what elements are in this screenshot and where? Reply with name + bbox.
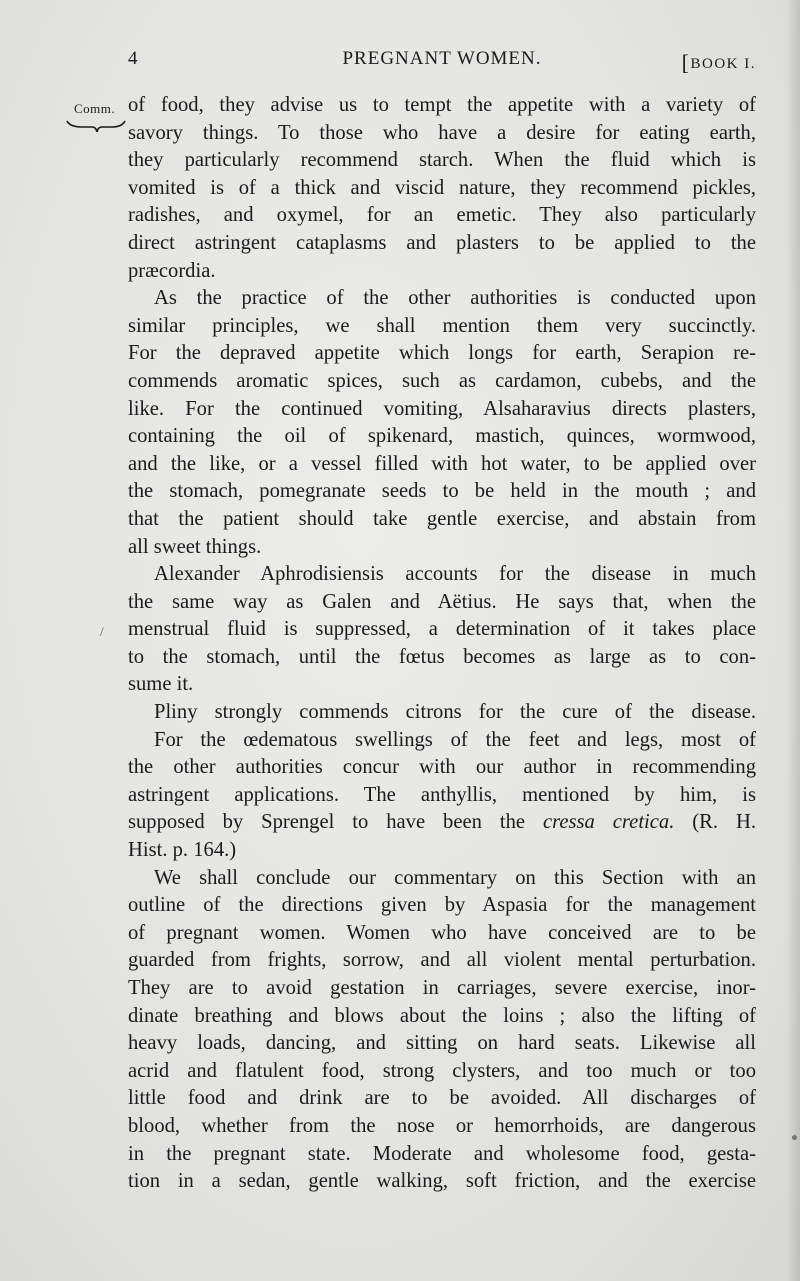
text-run: tion in a sedan, gentle walking, soft friction, and the exercise [128,1170,756,1193]
text-run: They are to avoid gestation in carriages, severe exercise, inor- [128,977,756,999]
page-edge-shadow [786,0,800,1281]
text-run: acrid and flatulent food, strong clysters, and too much or too [128,1059,756,1082]
text-line [128,865,756,893]
text-line [128,1058,756,1086]
text-run: all sweet things. [128,535,262,558]
text-line [128,754,756,782]
text-line [128,671,756,699]
running-head [128,48,756,82]
text-line [128,809,756,837]
text-run: Alexander Aphrodisiensis accounts for the disease in much [154,563,756,586]
page-speck [792,1135,797,1140]
book-reference-text: BOOK I. [690,56,756,72]
text-run: outline of the directions given by Aspasia for the management [128,894,756,917]
text-run: Pliny strongly commends citrons for the cure of the disease. [154,701,756,724]
text-run: the other authorities concur with our author in recommending [128,756,756,779]
text-line [128,892,756,920]
bracket-glyph: [ [681,50,691,75]
page-number: 4 [128,48,138,69]
text-run: As the practice of the other authorities is conducted upon [154,287,756,310]
text-line [128,920,756,948]
text-line [128,147,756,175]
text-line [128,120,756,148]
text-run: in the pregnant state. Moderate and wholesome food, gesta- [128,1142,756,1165]
text-run: of food, they advise us to tempt the appetite with a variety of [128,94,756,116]
text-run: containing the oil of spikenard, mastich, quinces, wormwood, [128,425,756,448]
text-line [128,644,756,672]
text-run: little food and drink are to be avoided. All discharges of [128,1087,756,1110]
text-line [128,561,756,589]
text-line [128,699,756,727]
text-run: similar principles, we shall mention them very succinctly. [128,314,756,337]
text-run: the same way as Galen and Aëtius. He says that, when the [128,590,756,613]
text-run: they particularly recommend starch. When the fluid which is [128,149,756,172]
text-run: For the œdematous swellings of the feet and legs, most of [154,728,756,751]
text-run: præcordia. [128,259,216,282]
text-run: supposed by Sprengel to have been the [128,811,543,834]
text-line [128,616,756,644]
book-reference [682,48,756,74]
body-text [128,92,756,1196]
text-line [128,1085,756,1113]
text-line [128,451,756,479]
text-run: guarded from frights, sorrow, and all violent mental perturbation. [128,949,756,972]
text-line [128,258,756,286]
text-run: to the stomach, until the fœtus becomes as large as to con- [128,645,756,668]
text-run: that the patient should take gentle exercise, and abstain from [128,507,756,530]
text-run: savory things. To those who have a desire for eating earth, [128,121,756,144]
text-line [128,589,756,617]
running-title: PREGNANT WOMEN. [342,48,542,69]
text-line [128,396,756,424]
text-line [128,1113,756,1141]
text-line [128,1168,756,1196]
text-line [128,782,756,810]
text-line [128,368,756,396]
text-run: (R. H. [674,811,756,834]
text-run: commends aromatic spices, such as cardamon, cubebs, and the [128,369,756,392]
text-run: sume it. [128,673,194,696]
text-line [128,92,756,120]
text-line [128,534,756,562]
text-line [128,285,756,313]
text-run: radishes, and oxymel, for an emetic. They also particularly [128,204,756,227]
text-line [128,975,756,1003]
text-run: heavy loads, dancing, and sitting on hard seats. Likewise all [128,1032,756,1055]
text-run: For the depraved appetite which longs for earth, Serapion re- [128,342,756,365]
brace-icon [66,118,126,134]
margin-pencil-mark: / [100,624,104,639]
text-run: astringent applications. The anthyllis, mentioned by him, is [128,783,756,806]
text-line [128,727,756,755]
text-run: blood, whether from the nose or hemorrhoids, are dangerous [128,1114,756,1137]
text-run: Hist. p. 164.) [128,839,237,862]
text-line [128,313,756,341]
text-run: like. For the continued vomiting, Alsaharavius directs plasters, [128,397,756,420]
text-run: vomited is of a thick and viscid nature, they recommend pickles, [128,176,756,199]
text-line [128,947,756,975]
text-line [128,1141,756,1169]
text-run: direct astringent cataplasms and plasters to be applied to the [128,231,756,254]
text-line [128,1030,756,1058]
text-line [128,1003,756,1031]
commentary-margin-label: Comm. [74,101,116,116]
text-line [128,423,756,451]
text-run: of pregnant women. Women who have conceived are to be [128,921,756,944]
italic-term: cressa cretica. [542,811,675,834]
text-run: menstrual fluid is suppressed, a determination of it takes place [128,618,756,641]
text-line [128,175,756,203]
text-line [128,340,756,368]
text-line [128,202,756,230]
text-run: dinate breathing and blows about the loins ; also the lifting of [128,1004,756,1027]
text-line [128,506,756,534]
text-line [128,837,756,865]
text-line [128,230,756,258]
text-run: the stomach, pomegranate seeds to be held in the mouth ; and [128,480,756,503]
text-line [128,478,756,506]
text-run: and the like, or a vessel filled with hot water, to be applied over [128,452,756,475]
text-run: We shall conclude our commentary on this Section with an [154,866,756,889]
